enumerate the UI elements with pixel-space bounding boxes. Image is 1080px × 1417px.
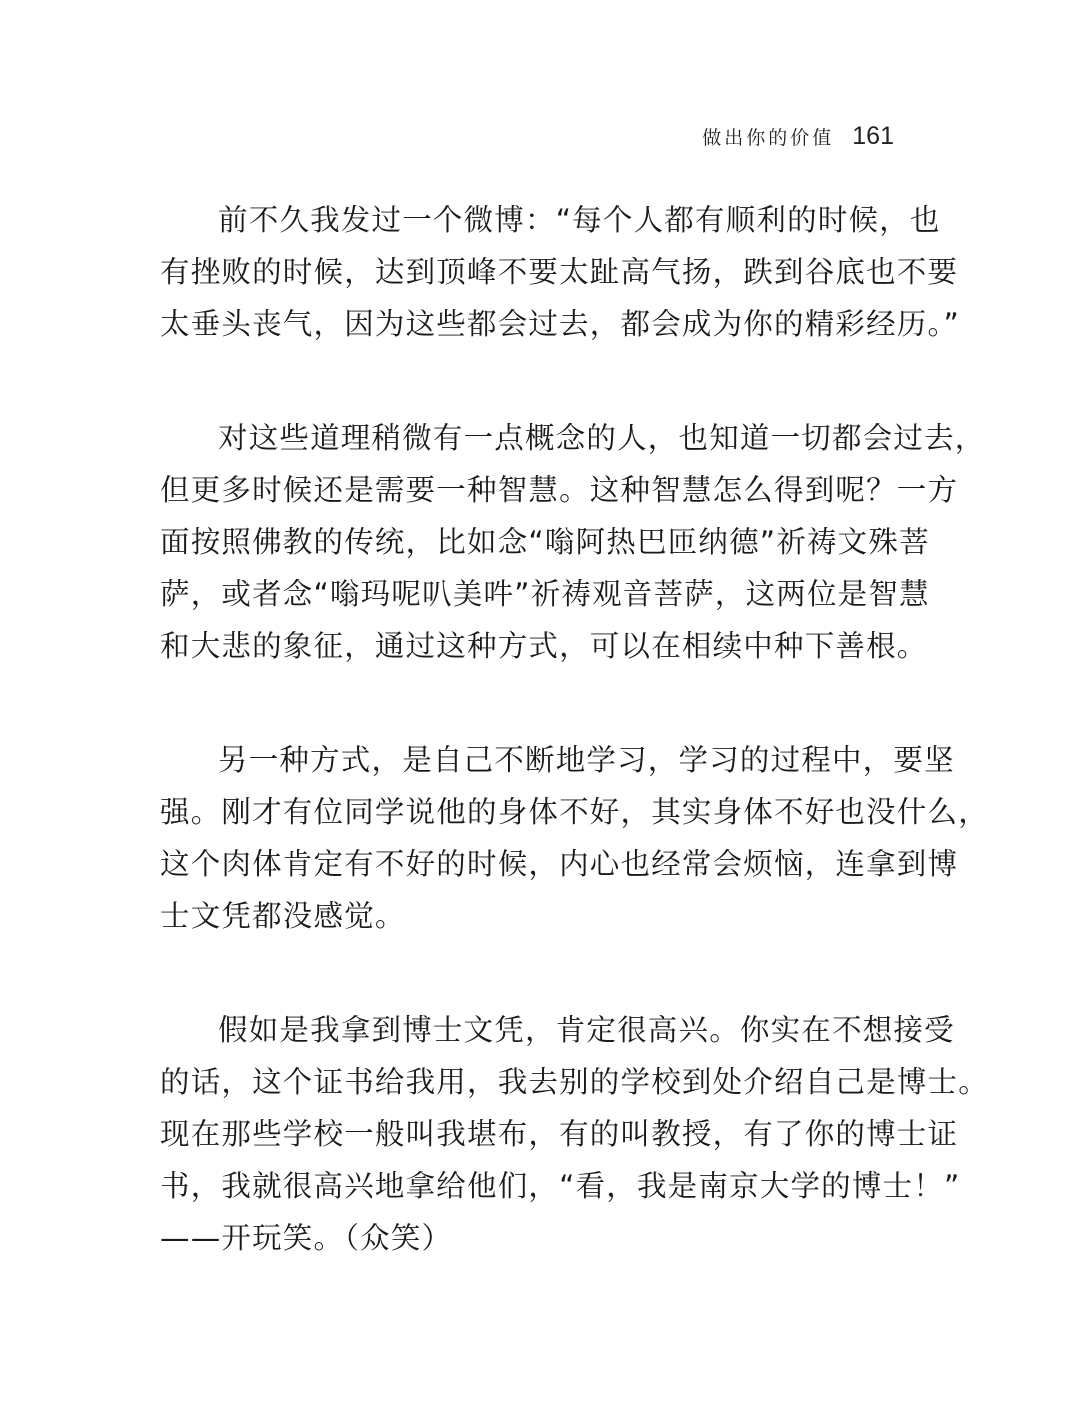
text-line: 太垂头丧气，因为这些都会过去，都会成为你的精彩经历。” [160, 307, 960, 341]
text-line: 面按照佛教的传统，比如念“嗡阿热巴匝纳德”祈祷文殊菩 [160, 525, 930, 559]
body-text [160, 194, 989, 1326]
text-line: 这个肉体肯定有不好的时候，内心也经常会烦恼，连拿到博 [160, 847, 959, 881]
running-title: 做出你的价值 [702, 127, 835, 149]
text-line: 的话，这个证书给我用，我去别的学校到处介绍自己是博士。 [160, 1065, 989, 1099]
text-line: 前不久我发过一个微博：“每个人都有顺利的时候，也 [218, 203, 941, 237]
text-line: 有挫败的时候，达到顶峰不要太趾高气扬，跌到谷底也不要 [160, 255, 959, 289]
paragraph [160, 194, 960, 350]
text-line: 现在那些学校一般叫我堪布，有的叫教授，有了你的博士证 [160, 1117, 959, 1151]
text-line: 士文凭都没感觉。 [160, 899, 406, 933]
text-line: 强。刚才有位同学说他的身体不好，其实身体不好也没什么， [160, 795, 989, 829]
text-line: ——开玩笑。（众笑） [160, 1221, 453, 1255]
paragraph [160, 1004, 989, 1264]
paragraph [160, 412, 986, 672]
text-line: 另一种方式，是自己不断地学习，学习的过程中，要坚 [218, 743, 955, 777]
text-line: 但更多时候还是需要一种智慧。这种智慧怎么得到呢？一方 [160, 473, 959, 507]
page-header [702, 122, 894, 151]
text-line: 书，我就很高兴地拿给他们，“看，我是南京大学的博士！” [160, 1169, 961, 1203]
page-number: 161 [852, 122, 894, 150]
text-line: 和大悲的象征，通过这种方式，可以在相续中种下善根。 [160, 629, 928, 663]
paragraph [160, 734, 989, 942]
text-line: 假如是我拿到博士文凭，肯定很高兴。你实在不想接受 [218, 1013, 955, 1047]
text-line: 对这些道理稍微有一点概念的人，也知道一切都会过去， [218, 421, 986, 455]
text-line: 萨，或者念“嗡玛呢叭美吽”祈祷观音菩萨，这两位是智慧 [160, 577, 930, 611]
